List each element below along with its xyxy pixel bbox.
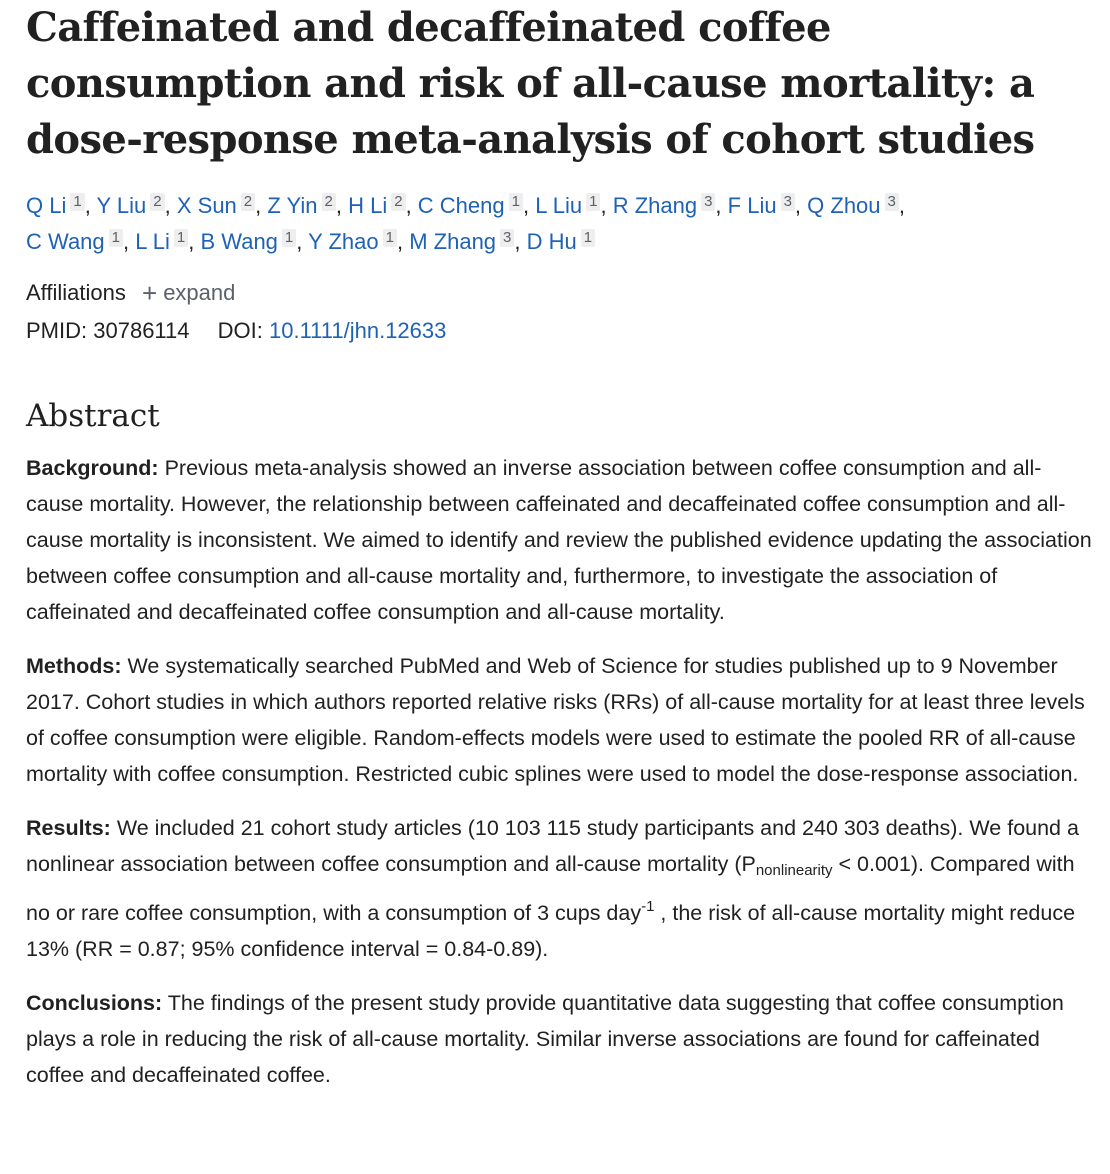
- abstract-results: [26, 810, 1096, 967]
- author-item: [177, 193, 255, 218]
- conclusions-text: The findings of the present study provide quantitative data suggesting that coffee consumption plays a role in reducing the risk of all-cause mortality. Similar inverse associations are found for caffeinated coffee and decaffeinated coffee.: [26, 991, 1064, 1087]
- affiliation-number-badge[interactable]: 2: [150, 193, 164, 211]
- results-text-1: We included 21 cohort study articles (10 103 115 study participants and 240 303 deaths). We found a nonlinear association between coffee consumption and all-cause mortality (P: [26, 816, 1079, 876]
- affiliation-number-badge[interactable]: 1: [174, 229, 188, 247]
- affiliations-row: [26, 278, 1096, 308]
- affiliation-number-badge[interactable]: 1: [70, 193, 84, 211]
- affiliations-label: Affiliations: [26, 280, 126, 305]
- author-item: [527, 229, 595, 254]
- doi-label: DOI:: [217, 318, 263, 343]
- author-item: [728, 193, 795, 218]
- author-item: [613, 193, 716, 218]
- author-item: [348, 193, 405, 218]
- affiliation-number-badge[interactable]: 1: [586, 193, 600, 211]
- author-item: [135, 229, 188, 254]
- affiliation-number-badge[interactable]: 1: [383, 229, 397, 247]
- author-name-link[interactable]: Z Yin: [267, 193, 318, 218]
- author-name-link[interactable]: C Cheng: [417, 193, 505, 218]
- affiliation-number-badge[interactable]: 2: [391, 193, 405, 211]
- author-item: [409, 229, 514, 254]
- results-superscript: -1: [641, 898, 655, 915]
- author-item: [418, 193, 523, 218]
- author-name-link[interactable]: Q Zhou: [807, 193, 881, 218]
- author-name-link[interactable]: Q Li: [26, 193, 67, 218]
- pmid-label: PMID:: [26, 318, 88, 343]
- affiliation-number-badge[interactable]: 2: [322, 193, 336, 211]
- author-item: [26, 193, 85, 218]
- background-text: Previous meta-analysis showed an inverse association between coffee consumption and all-cause mortality. However, the relationship between caffeinated and decaffeinated coffee consumption and all-cause mortality is inconsistent. We aimed to identify and review the published evidence updating the association between coffee consumption and all-cause mortality and, furthermore, to investigate the association of caffeinated and decaffeinated coffee consumption and all-cause mortality.: [26, 456, 1092, 624]
- results-label: Results:: [26, 816, 111, 840]
- affiliation-number-badge[interactable]: 1: [581, 229, 595, 247]
- author-name-link[interactable]: L Liu: [535, 193, 583, 218]
- abstract-conclusions: [26, 985, 1096, 1093]
- author-item: [308, 229, 397, 254]
- author-name-link[interactable]: Y Zhao: [308, 229, 379, 254]
- abstract-methods: [26, 648, 1096, 792]
- identifiers-row: [26, 316, 1096, 346]
- affiliation-number-badge[interactable]: 1: [109, 229, 123, 247]
- results-text-3: , the risk of all-cause mortality might reduce 13% (RR = 0.87; 95% confidence interval = 0.84-0.89).: [26, 901, 1076, 961]
- author-name-link[interactable]: B Wang: [200, 229, 278, 254]
- author-item: [807, 193, 899, 218]
- methods-label: Methods:: [26, 654, 122, 678]
- author-name-link[interactable]: Y Liu: [96, 193, 147, 218]
- plus-icon: +: [142, 278, 158, 308]
- methods-text: We systematically searched PubMed and Web of Science for studies published up to 9 November 2017. Cohort studies in which authors reported relative risks (RRs) of all-cause mortality for at least three levels of coffee consumption were eligible. Random-effects models were used to estimate the pooled RR of all-cause mortality with coffee consumption. Restricted cubic splines were used to model the dose-response association.: [26, 654, 1085, 786]
- author-name-link[interactable]: H Li: [348, 193, 388, 218]
- affiliation-number-badge[interactable]: 3: [500, 229, 514, 247]
- pmid-value: 30786114: [93, 318, 190, 343]
- author-name-link[interactable]: D Hu: [526, 229, 577, 254]
- author-name-link[interactable]: R Zhang: [612, 193, 698, 218]
- author-item: [535, 193, 600, 218]
- abstract-heading: Abstract: [26, 398, 160, 434]
- affiliations-expand-button[interactable]: [142, 278, 236, 308]
- author-item: [26, 229, 123, 254]
- results-text-2: < 0.001). Compared with no or rare coffee consumption, with a consumption of 3 cups day: [26, 852, 1075, 925]
- author-item: [267, 193, 335, 218]
- background-label: Background:: [26, 456, 159, 480]
- affiliation-number-badge[interactable]: 1: [509, 193, 523, 211]
- article-title: Caffeinated and decaffeinated coffee consumption and risk of all-cause mortality: a dose-response meta-analysis of cohort studies: [26, 4, 1035, 163]
- abstract-background: [26, 450, 1096, 630]
- doi-link[interactable]: 10.1111/jhn.12633: [268, 318, 447, 343]
- affiliation-number-badge[interactable]: 3: [781, 193, 795, 211]
- author-item: [200, 229, 296, 254]
- conclusions-label: Conclusions:: [26, 991, 163, 1015]
- author-list: Q Li 1 , Y Liu 2 , X Sun 2 , Z Yin 2 , H Li 2 , C Cheng 1 , L Liu 1 , R Zhang 3 , F Liu 3 , Q Zhou 3 , C Wang 1 , L Li 1 , B Wang 1 , Y Zhao 1 , M Zhang 3 , D Hu 1: [26, 193, 905, 254]
- author-name-link[interactable]: X Sun: [176, 193, 237, 218]
- affiliation-number-badge[interactable]: 1: [282, 229, 296, 247]
- author-name-link[interactable]: L Li: [135, 229, 170, 254]
- author-name-link[interactable]: C Wang: [26, 229, 105, 254]
- author-name-link[interactable]: F Liu: [727, 193, 777, 218]
- author-item: [97, 193, 165, 218]
- expand-label: expand: [163, 280, 236, 305]
- author-name-link[interactable]: M Zhang: [409, 229, 497, 254]
- affiliation-number-badge[interactable]: 3: [885, 193, 899, 211]
- affiliation-number-badge[interactable]: 3: [701, 193, 715, 211]
- affiliation-number-badge[interactable]: 2: [241, 193, 255, 211]
- results-subscript: nonlinearity: [755, 862, 833, 879]
